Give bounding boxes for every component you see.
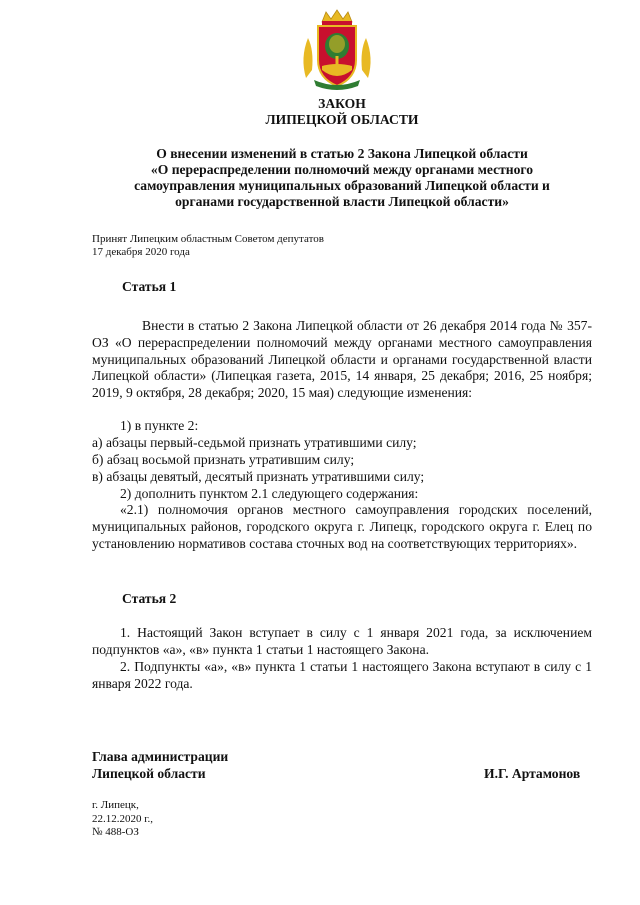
footer-date: 22.12.2020 г., (92, 812, 154, 825)
coat-of-arms-icon (296, 8, 378, 90)
law-title: ЗАКОН ЛИПЕЦКОЙ ОБЛАСТИ (265, 96, 419, 127)
signatory-position: Глава администрации Липецкой области (92, 749, 229, 781)
adoption-note: Принят Липецким областным Советом депутатов 17 декабря 2020 года (92, 233, 324, 258)
law-subject: О внесении изменений в статью 2 Закона Липецкой области «О перераспределении полномочий между органами местного самоуправления муниципальных образований Липецкой области и органами государственной власти Липецкой области» (134, 146, 550, 209)
document-footer (92, 799, 153, 840)
article-2-paragraph-2: 2. Подпункты «а», «в» пункта 1 статьи 1 настоящего Закона вступают в силу с 1 января 2022 года. (92, 659, 592, 691)
article-1-intro: Внести в статью 2 Закона Липецкой области от 26 декабря 2014 года № 357-ОЗ «О перераспределении полномочий между органами местного самоуправления муниципальных образований Липецкой области и органами государственной власти Липецкой области» (Липецкая газета, 2015, 14 января, 25 декабря; 2016, 25 ноября; 2019, 9 октября, 28 декабря; 2020, 15 мая) следующие изменения: (92, 318, 592, 401)
footer-city: г. Липецк, (92, 799, 139, 811)
article-1-heading: Статья 1 (122, 279, 177, 294)
article-1-item-1a: а) абзацы первый-седьмой признать утратившими силу; (92, 435, 417, 450)
article-2-heading: Статья 2 (122, 591, 177, 606)
article-1-item-2-text: «2.1) полномочия органов местного самоуправления городских поселений, муниципальных районов, городского округа г. Липецк, городского округа г. Елец по установлению нормативов состава сточных вод на соответствующих территориях». (92, 502, 592, 551)
article-1-item-1b: б) абзац восьмой признать утратившим силу; (92, 452, 355, 467)
signatory-name: И.Г. Артамонов (484, 766, 581, 781)
article-2-paragraph-1: 1. Настоящий Закон вступает в силу с 1 января 2021 года, за исключением подпунктов «а», «в» пункта 1 статьи 1 настоящего Закона. (92, 625, 592, 657)
article-1-item-1c: в) абзацы девятый, десятый признать утратившими силу; (92, 469, 425, 484)
article-1-item-1: 1) в пункте 2: (120, 418, 199, 433)
article-1-item-2: 2) дополнить пунктом 2.1 следующего содержания: (120, 486, 419, 501)
footer-number: № 488-ОЗ (92, 826, 139, 838)
